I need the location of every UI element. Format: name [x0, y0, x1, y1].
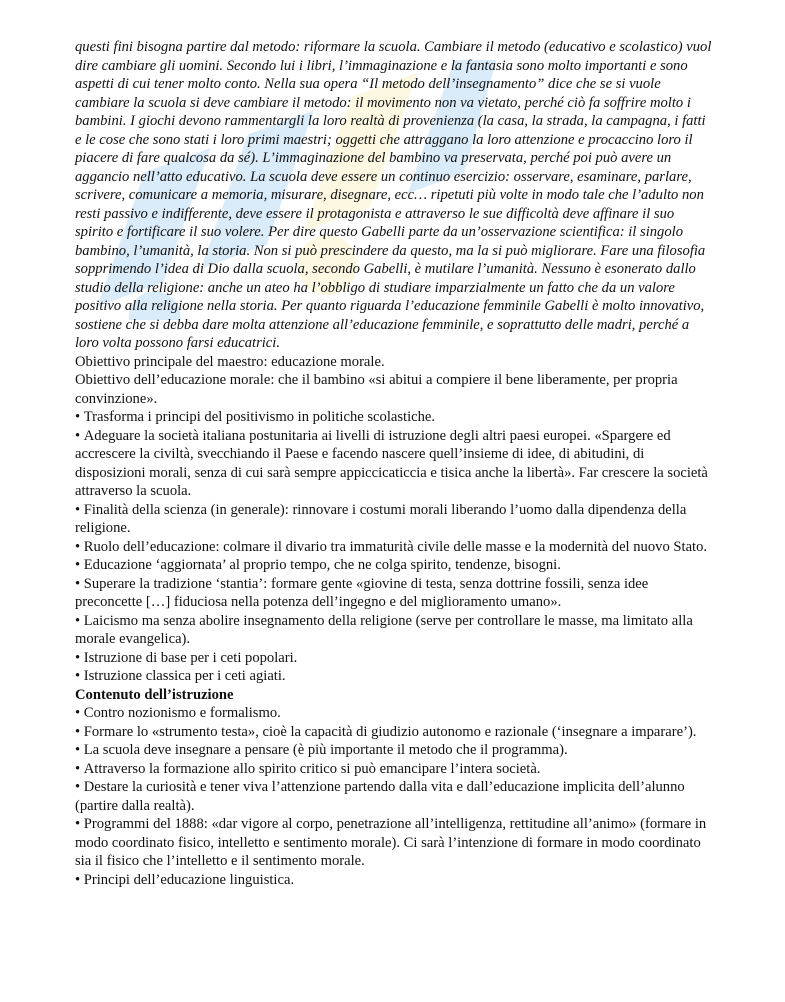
objective-main: Obiettivo principale del maestro: educazione morale. [75, 353, 385, 370]
list-item: • Formare lo «strumento testa», cioè la capacità di giudizio autonomo e razionale (‘insegnare a imparare’). [75, 723, 715, 742]
list-item: • Adeguare la società italiana postunitaria ai livelli di istruzione degli altri paesi europei. «Spargere ed accrescere la civiltà, svecchiando il Paese e facendo nascere quell’insieme di idee, di abitudini, di disposizioni morali, senza di cui sarà sempre appiccicaticcia e tisica anche la libertà». Far crescere la società attraverso la scuola. [75, 427, 715, 501]
document-body [75, 38, 715, 889]
list-item: • Attraverso la formazione allo spirito critico si può emancipare l’intera società. [75, 760, 715, 779]
list-item: • Laicismo ma senza abolire insegnamento della religione (serve per controllare le masse, ma limitato alla morale evangelica). [75, 612, 715, 649]
objective-moral: Obiettivo dell’educazione morale: che il bambino «si abitui a compiere il bene liberamente, per propria convinzione». [75, 372, 678, 407]
list-item: • Istruzione di base per i ceti popolari. [75, 649, 715, 668]
bullet-list-principles [75, 408, 715, 686]
list-item: • Educazione ‘aggiornata’ al proprio tempo, che ne colga spirito, tendenze, bisogni. [75, 556, 715, 575]
list-item: • Superare la tradizione ‘stantia’: formare gente «giovine di testa, senza dottrine fossili, senza idee preconcette […] fiduciosa nella potenza dell’ingegno e del miglioramento umano». [75, 575, 715, 612]
section-heading: Contenuto dell’istruzione [75, 686, 234, 703]
list-item: • Ruolo dell’educazione: colmare il divario tra immaturità civile delle masse e la modernità del nuovo Stato. [75, 538, 715, 557]
list-item: • Istruzione classica per i ceti agiati. [75, 667, 715, 686]
list-item: • Finalità della scienza (in generale): rinnovare i costumi morali liberando l’uomo dalla dipendenza della religione. [75, 501, 715, 538]
list-item: • Contro nozionismo e formalismo. [75, 704, 715, 723]
list-item: • Destare la curiosità e tener viva l’attenzione partendo dalla vita e dall’educazione implicita dell’alunno (partire dalla realtà). [75, 778, 715, 815]
list-item: • Programmi del 1888: «dar vigore al corpo, penetrazione all’intelligenza, rettitudine all’animo» (formare in modo coordinato fisico, intelletto e sentimento morale). Ci sarà l’intenzione di formare in modo coordinato sia il fisico che l’intelletto e il sentimento morale. [75, 815, 715, 871]
list-item: • Principi dell’educazione linguistica. [75, 871, 715, 890]
list-item: • La scuola deve insegnare a pensare (è più importante il metodo che il programma). [75, 741, 715, 760]
intro-paragraph: questi fini bisogna partire dal metodo: riformare la scuola. Cambiare il metodo (educativo e scolastico) vuol dire cambiare gli uomini. Secondo lui i libri, l’immaginazione e la fantasia sono molto importanti e sono aspetti di cui tener molto conto. Nella sua opera “Il metodo dell’insegnamento” dice che se si vuole cambiare la scuola si deve cambiare il metodo: il movimento non va vietato, perché ciò fa soffrire molto i bambini. I giochi devono rammentargli la loro realtà di provenienza (la casa, la strada, la campagna, i fatti e le cose che sono stati i loro primi maestri; oggetti che attraggano la loro attenzione e procaccino loro il piacere di fare qualcosa da sé). L’immaginazione del bambino va preservata, perché poi può avere un aggancio nell’atto educativo. La scuola deve essere un continuo esercizio: osservare, esaminare, parlare, scrivere, comunicare a memoria, misurare, disegnare, ecc… ripetuti più volte in modo tale che l’adulto non resti passivo e indifferente, deve essere il protagonista e attraverso le sue difficoltà deve affinare il suo spirito e fortificare il suo volere. Per dire questo Gabelli parte da un’osservazione scientifica: il singolo bambino, l’umanità, la storia. Non si può prescindere da questo, ma la si può migliorare. Fare una filosofia sopprimendo l’idea di Dio dalla scuola, secondo Gabelli, è mutilare l’umanità. Nessuno è esonerato dallo studio della religione: anche un ateo ha l’obbligo di studiare imparzialmente un fatto che da un valore positivo alla religione nella storia. Per quanto riguarda l’educazione femminile Gabelli è molto innovativo, sostiene che si debba dare molta attenzione all’educazione femminile, e soprattutto delle madri, perché a loro volta possono farsi educatrici. [75, 39, 712, 351]
bullet-list-content [75, 704, 715, 889]
list-item: • Trasforma i principi del positivismo in politiche scolastiche. [75, 408, 715, 427]
